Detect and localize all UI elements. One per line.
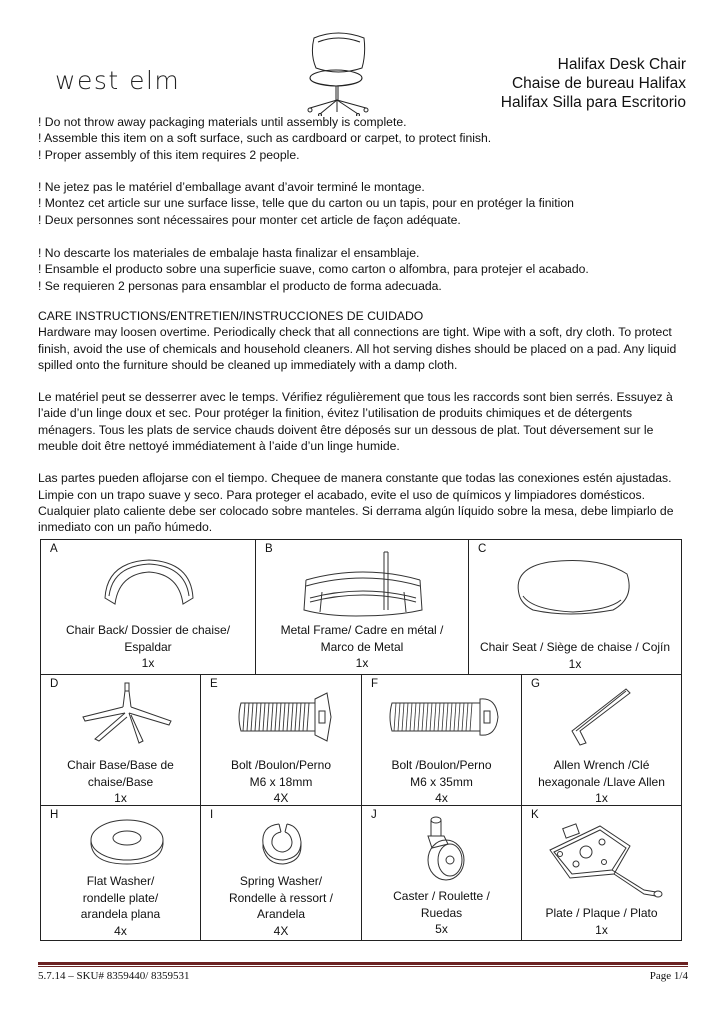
care-section <box>38 308 690 536</box>
bolt-short-icon <box>235 689 335 745</box>
part-cell-h <box>40 805 201 941</box>
warning-line: ! Ensamble el producto sobre una superficie suave, como carton o alfombra, para protejer el acabado. <box>38 262 589 277</box>
part-quantity: 1x <box>568 656 582 671</box>
part-label-line: Caster / Roulette / <box>393 889 490 903</box>
document-titles <box>501 55 686 112</box>
part-quantity: 4x <box>435 791 448 805</box>
part-label-line: Bolt /Boulon/Perno <box>230 758 332 772</box>
footer-divider-thin <box>38 966 688 967</box>
warnings-fr <box>38 179 574 228</box>
part-letter: D <box>50 678 59 690</box>
part-label-line: M6 x 18mm <box>249 774 313 789</box>
chair-illustration <box>300 28 378 116</box>
part-label-line: Chair Back/ Dossier de chaise/ <box>65 623 231 637</box>
care-text-fr: Le matériel peut se desserrer avec le temps. Vérifiez régulièrement que tous les raccords sont bien serrés. Essuyez à l’aide d’un linge doux et sec. Pour protéger la finition, évitez l’utilisation de produits chimiques et de détergents ménagers. Tous les plats de service chauds doivent être déposés sur un dessous de plat. Tout déversement sur le meuble doit être nettoyé immédiatement à l’aide d’un linge humide. <box>38 390 673 454</box>
part-letter: H <box>50 809 59 821</box>
part-letter: G <box>531 678 540 690</box>
part-cell-b <box>255 539 469 675</box>
part-quantity: 1x <box>355 656 369 670</box>
part-label-line: Allen Wrench /Clé <box>553 758 650 772</box>
part-letter: J <box>371 809 377 821</box>
flat-washer-icon <box>87 814 167 870</box>
title-es: Halifax Silla para Escritorio <box>500 94 686 111</box>
part-quantity: 5x <box>435 922 448 936</box>
part-cell-i <box>200 805 362 941</box>
part-cell-a <box>40 539 256 675</box>
footer-divider <box>38 962 688 965</box>
part-cell-f <box>361 674 522 806</box>
part-quantity: 1x <box>595 922 608 937</box>
part-label-line: M6 x 35mm <box>410 774 473 789</box>
part-cell-e <box>200 674 362 806</box>
part-label-line: Spring Washer/ <box>239 874 323 888</box>
page-number: Page 1/4 <box>649 970 688 982</box>
part-quantity: 4X <box>273 791 289 805</box>
warning-line: ! Deux personnes sont nécessaires pour monter cet article de façon adéquate. <box>38 212 461 227</box>
part-cell-j <box>361 805 522 941</box>
part-quantity: 4x <box>114 923 127 938</box>
brand-logo: west elm <box>55 66 181 95</box>
warning-line: ! Se requieren 2 personas para ensamblar el producto de forma adecuada. <box>38 278 442 293</box>
warning-line: ! Assemble this item on a soft surface, such as cardboard or carpet, to protect finish. <box>38 131 492 146</box>
part-quantity: 1x <box>595 791 608 805</box>
part-letter: K <box>531 809 539 821</box>
part-letter: A <box>50 543 58 555</box>
part-label-line: Plate / Plaque / Plato <box>545 906 658 920</box>
part-label-line: Chair Base/Base de <box>67 758 174 772</box>
care-heading: CARE INSTRUCTIONS/ENTRETIEN/INSTRUCCIONES DE CUIDADO <box>38 309 424 323</box>
part-quantity: 1x <box>114 791 127 805</box>
chair-back-icon <box>99 554 199 610</box>
part-label-line: Rondelle à ressort / <box>228 890 334 905</box>
warning-line: ! Proper assembly of this item requires 2 people. <box>38 147 300 162</box>
part-label-line: Metal Frame/ Cadre en métal / <box>280 623 444 637</box>
part-letter: F <box>371 678 379 690</box>
part-cell-k <box>521 805 682 941</box>
warning-line: ! Ne jetez pas le matériel d’emballage avant d’avoir terminé le montage. <box>38 180 425 194</box>
bolt-long-icon <box>386 691 506 743</box>
warning-line: ! Do not throw away packaging materials until assembly is complete. <box>38 115 407 129</box>
title-en: Halifax Desk Chair <box>557 56 686 73</box>
part-quantity: 1x <box>141 656 155 670</box>
part-label-line: Arandela <box>256 907 306 921</box>
care-text-en: Hardware may loosen overtime. Periodically check that all connections are tight. Wipe with a soft, dry cloth. To protect finish, avoid the use of chemicals and household cleaners. All hot serving dishes should be placed on a pad. Any liquid spilled onto the furniture should be cleaned up immediately with a damp cloth. <box>38 325 677 372</box>
part-cell-c <box>468 539 682 675</box>
footer-sku: 5.7.14 – SKU# 8359440/ 8359531 <box>38 970 190 982</box>
part-label-line: Bolt /Boulon/Perno <box>391 758 492 772</box>
mechanism-plate-icon <box>540 820 668 904</box>
part-label-line: Marco de Metal <box>320 639 404 654</box>
part-label-line: Espaldar <box>124 639 172 654</box>
part-cell-d <box>40 674 201 806</box>
spring-washer-icon <box>257 818 307 866</box>
part-cell-g <box>521 674 682 806</box>
warnings-es <box>38 245 589 294</box>
chair-base-icon <box>77 681 177 747</box>
part-letter: B <box>265 543 273 555</box>
part-label-line: Chair Seat / Siège de chaise / Cojín <box>479 640 671 654</box>
part-letter: I <box>210 809 214 821</box>
part-label-line: hexagonale /Llave Allen <box>538 774 665 789</box>
part-letter: E <box>210 678 218 690</box>
metal-frame-icon <box>296 550 430 622</box>
caster-icon <box>422 814 468 884</box>
part-quantity: 4X <box>273 923 289 938</box>
care-text-es: Las partes pueden aflojarse con el tiempo. Chequee de manera constante que todas las conexiones estén ajustadas. Limpie con un trapo suave y seco. Para proteger el acabado, evite el uso de químicos y limpiadores domésticos. Cualquier plato caliente debe ser colocado sobre manteles. Si derrama algún líquido sobre la mesa, debe limpiarlo de inmediato con un paño húmedo. <box>38 471 674 535</box>
warning-line: ! Montez cet article sur une surface lisse, telle que du carton ou un tapis, pour en protéger la finition <box>38 196 574 211</box>
part-label-line: rondelle plate/ <box>82 890 159 905</box>
part-label-line: Flat Washer/ <box>86 874 155 888</box>
part-label-line: arandela plana <box>80 907 161 921</box>
part-letter: C <box>478 543 487 555</box>
part-label-line: chaise/Base <box>87 774 154 789</box>
warning-line: ! No descarte los materiales de embalaje hasta finalizar el ensamblaje. <box>38 246 420 260</box>
warnings-en <box>38 114 491 163</box>
allen-wrench-icon <box>566 687 638 747</box>
chair-seat-icon <box>509 554 639 620</box>
part-label-line: Ruedas <box>420 905 463 920</box>
title-fr: Chaise de bureau Halifax <box>511 75 686 92</box>
